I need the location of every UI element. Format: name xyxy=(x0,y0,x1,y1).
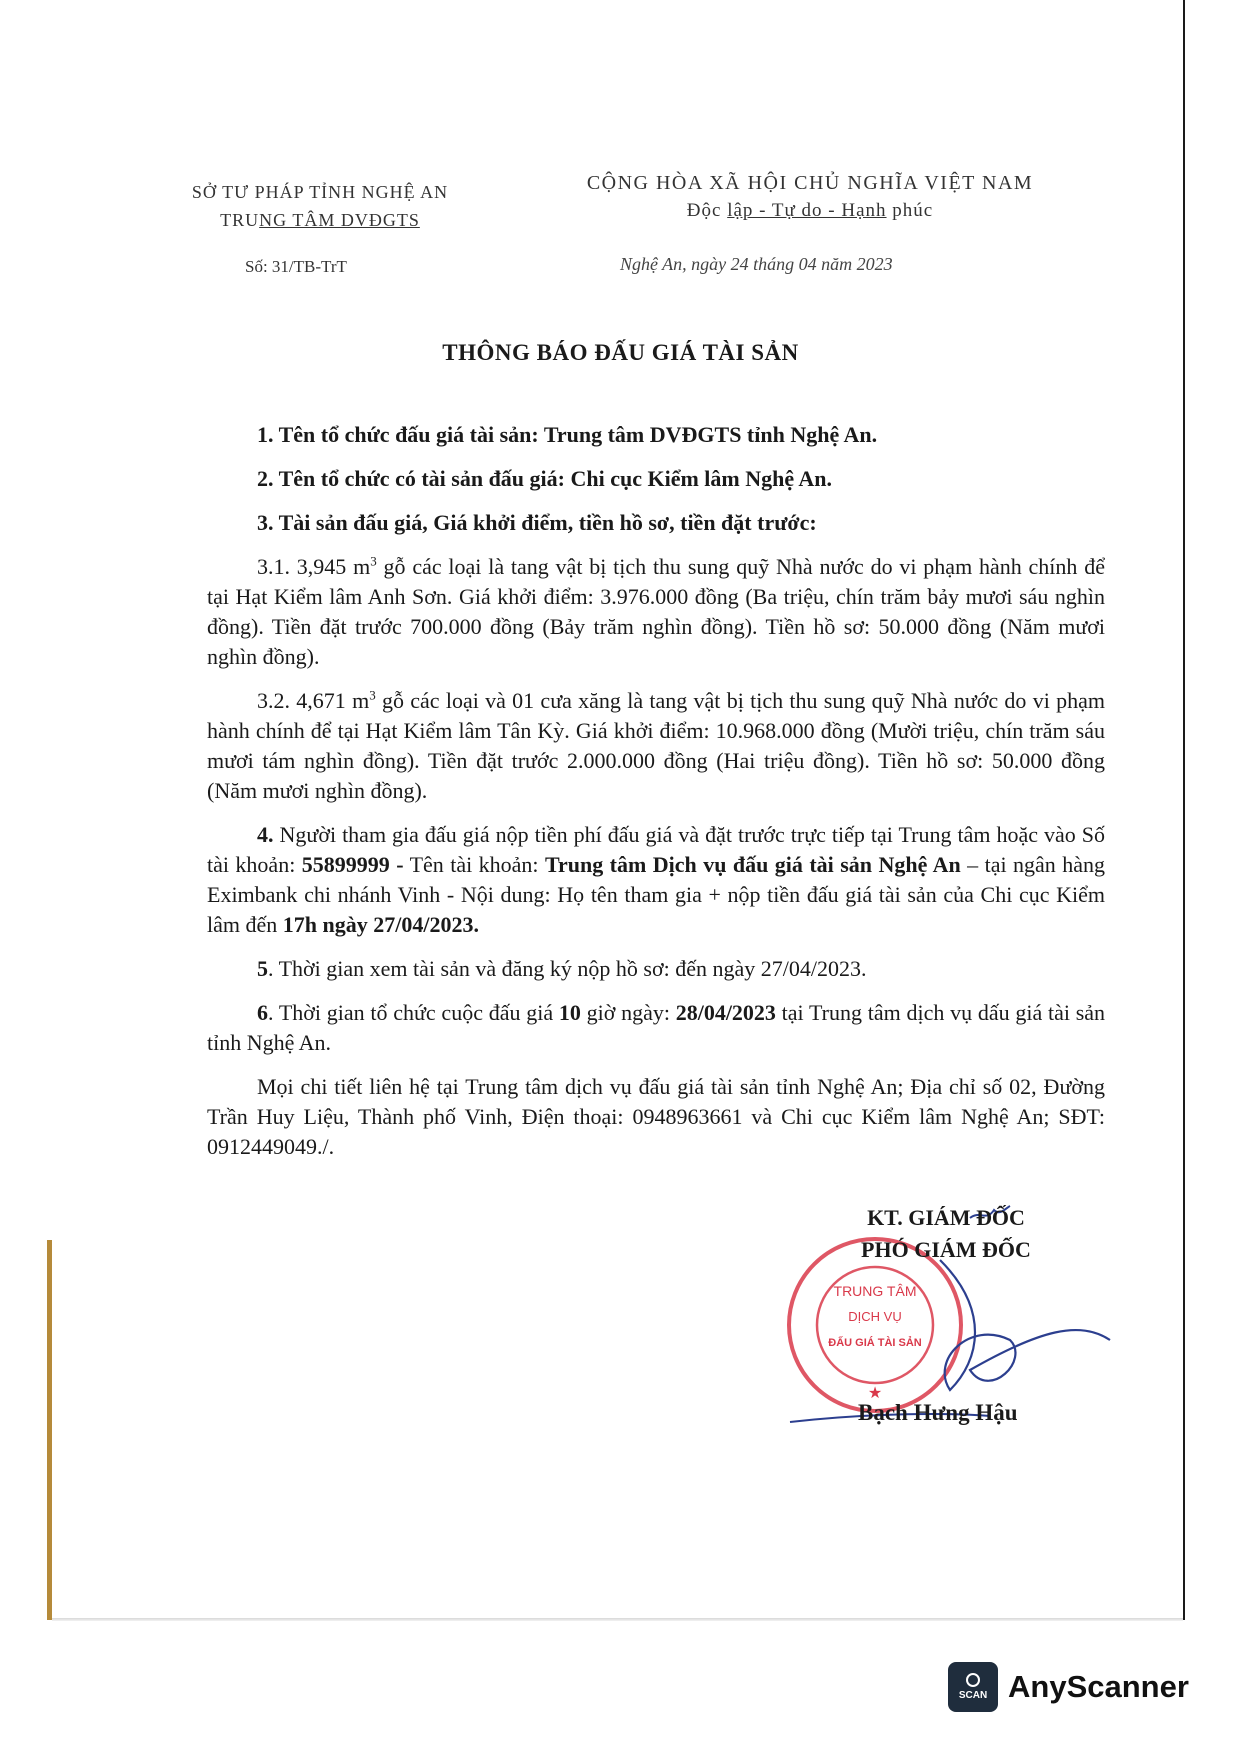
item-3-2 xyxy=(207,686,1105,806)
stamp-text-1: TRUNG TÂM xyxy=(833,1283,917,1299)
national-motto xyxy=(540,198,1080,224)
item-3: 3. Tài sản đấu giá, Giá khởi điểm, tiền hồ sơ, tiền đặt trước: xyxy=(257,510,817,535)
national-header xyxy=(540,168,1080,224)
item-6-text-a: . Thời gian tổ chức cuộc đấu giá xyxy=(268,1000,559,1025)
item-6-text-c: tại Trung tâm dịch vụ dấu giá tài sản tỉnh Nghệ An. xyxy=(207,1000,1106,1055)
signature-title-2: PHÓ GIÁM ĐỐC xyxy=(861,1237,1031,1262)
motto-part-3: phúc xyxy=(886,200,934,221)
stamp-text-3: ĐẤU GIÁ TÀI SẢN xyxy=(828,1337,922,1349)
item-5 xyxy=(207,954,1105,984)
item-3-2-sup: 3 xyxy=(369,687,376,703)
item-3-2-start: 3.2. 4,671 m xyxy=(257,688,370,713)
document-body xyxy=(207,420,1105,1176)
item-2: 2. Tên tổ chức có tài sản đấu giá: Chi cục Kiểm lâm Nghệ An. xyxy=(257,466,833,491)
signature-title-1: KT. GIÁM ĐỐC xyxy=(867,1205,1025,1230)
item-3-2-rest: gỗ các loại và 01 cưa xăng là tang vật bị tịch thu sung quỹ Nhà nước do vi phạm hành chính để tại Hạt Kiểm lâm Tân Kỳ. Giá khởi điểm: 10.968.000 đồng (Mười triệu, chín trăm sáu mươi tám nghìn đồng). Tiền đặt trước 2.000.000 đồng (Hai triệu đồng). Tiền hồ sơ: 50.000 đồng (Năm mươi nghìn đồng). xyxy=(207,688,1105,803)
item-6-number: 6 xyxy=(257,1000,268,1025)
page-edge-left xyxy=(47,1240,52,1620)
motto-part-1: Độc xyxy=(686,200,728,221)
issuer-center-prefix: TRU xyxy=(220,210,260,230)
item-5-text: . Thời gian xem tài sản và đăng ký nộp hồ sơ: đến ngày 27/04/2023. xyxy=(268,956,867,981)
stamp-text-2: DỊCH VỤ xyxy=(848,1309,902,1324)
page-bottom-edge xyxy=(52,1618,1183,1621)
item-3-1 xyxy=(207,552,1105,672)
item-3-1-start: 3.1. 3,945 m xyxy=(257,554,371,579)
item-6-text-b: giờ ngày: xyxy=(580,1000,676,1025)
item-6 xyxy=(207,998,1105,1058)
page-edge-right xyxy=(1183,0,1185,1620)
auction-hour: 10 xyxy=(558,1000,581,1025)
issuer-header xyxy=(150,178,490,234)
signer-name: Bạch Hưng Hậu xyxy=(858,1400,1018,1425)
issuer-center xyxy=(150,206,490,234)
document-title: THÔNG BÁO ĐẤU GIÁ TÀI SẢN xyxy=(442,340,799,365)
stamp-star-icon: ★ xyxy=(867,1385,883,1402)
account-number: 55899999 - xyxy=(301,852,404,877)
scanner-logo-icon xyxy=(948,1662,998,1712)
contact-paragraph: Mọi chi tiết liên hệ tại Trung tâm dịch vụ đấu giá tài sản tỉnh Nghệ An; Địa chỉ số 02, Đường Trần Huy Liệu, Thành phố Vinh, Điện thoại: 0948963661 và Chi cục Kiểm lâm Nghệ An; SĐT: 0912449049./. xyxy=(207,1074,1105,1159)
document-date: Nghệ An, ngày 24 tháng 04 năm 2023 xyxy=(620,254,893,274)
item-5-number: 5 xyxy=(257,956,268,981)
item-1: 1. Tên tổ chức đấu giá tài sản: Trung tâm DVĐGTS tỉnh Nghệ An. xyxy=(257,422,878,447)
item-3-1-rest: gỗ các loại là tang vật bị tịch thu sung quỹ Nhà nước do vi phạm hành chính để tại Hạt Kiểm lâm Anh Sơn. Giá khởi điểm: 3.976.000 đồng (Ba triệu, chín trăm bảy mươi sáu nghìn đồng). Tiền đặt trước 700.000 đồng (Bảy trăm nghìn đồng). Tiền hồ sơ: 50.000 đồng (Năm mươi nghìn đồng). xyxy=(207,554,1105,669)
scanner-watermark xyxy=(948,1660,1189,1714)
auction-date: 28/04/2023 xyxy=(675,1000,776,1025)
item-4 xyxy=(207,820,1105,940)
motto-part-2: lập - Tự do - Hạnh xyxy=(727,200,887,221)
scanner-brand-name: AnyScanner xyxy=(1008,1669,1189,1704)
national-title: CỘNG HÒA XÃ HỘI CHỦ NGHĨA VIỆT NAM xyxy=(586,172,1034,194)
document-number: Số: 31/TB-TrT xyxy=(245,257,347,276)
scanner-logo-text: SCAN xyxy=(958,1690,988,1701)
signature-block xyxy=(780,1202,1080,1266)
issuer-department: SỞ TƯ PHÁP TỈNH NGHỆ AN xyxy=(191,182,449,202)
issuer-center-underlined: NG TÂM DVĐGTS xyxy=(259,210,420,230)
item-4-text-a: Người tham gia đấu giá nộp tiền phí đấu giá và đặt trước trực tiếp tại Trung tâm hoặc vào Số tài khoản: xyxy=(207,822,1105,877)
item-4-number: 4. xyxy=(257,822,274,847)
item-3-1-sup: 3 xyxy=(370,553,377,569)
item-4-text-c: – tại ngân hàng Eximbank chi nhánh Vinh - Nội dung: Họ tên tham gia + nộp tiền đấu giá tài sản của Chi cục Kiểm lâm đến xyxy=(207,852,1105,937)
payment-deadline: 17h ngày 27/04/2023. xyxy=(282,912,479,937)
item-4-text-b: Tên tài khoản: xyxy=(403,852,545,877)
account-name: Trung tâm Dịch vụ đấu giá tài sản Nghệ An xyxy=(544,852,961,877)
scanner-logo-dot xyxy=(966,1673,980,1687)
